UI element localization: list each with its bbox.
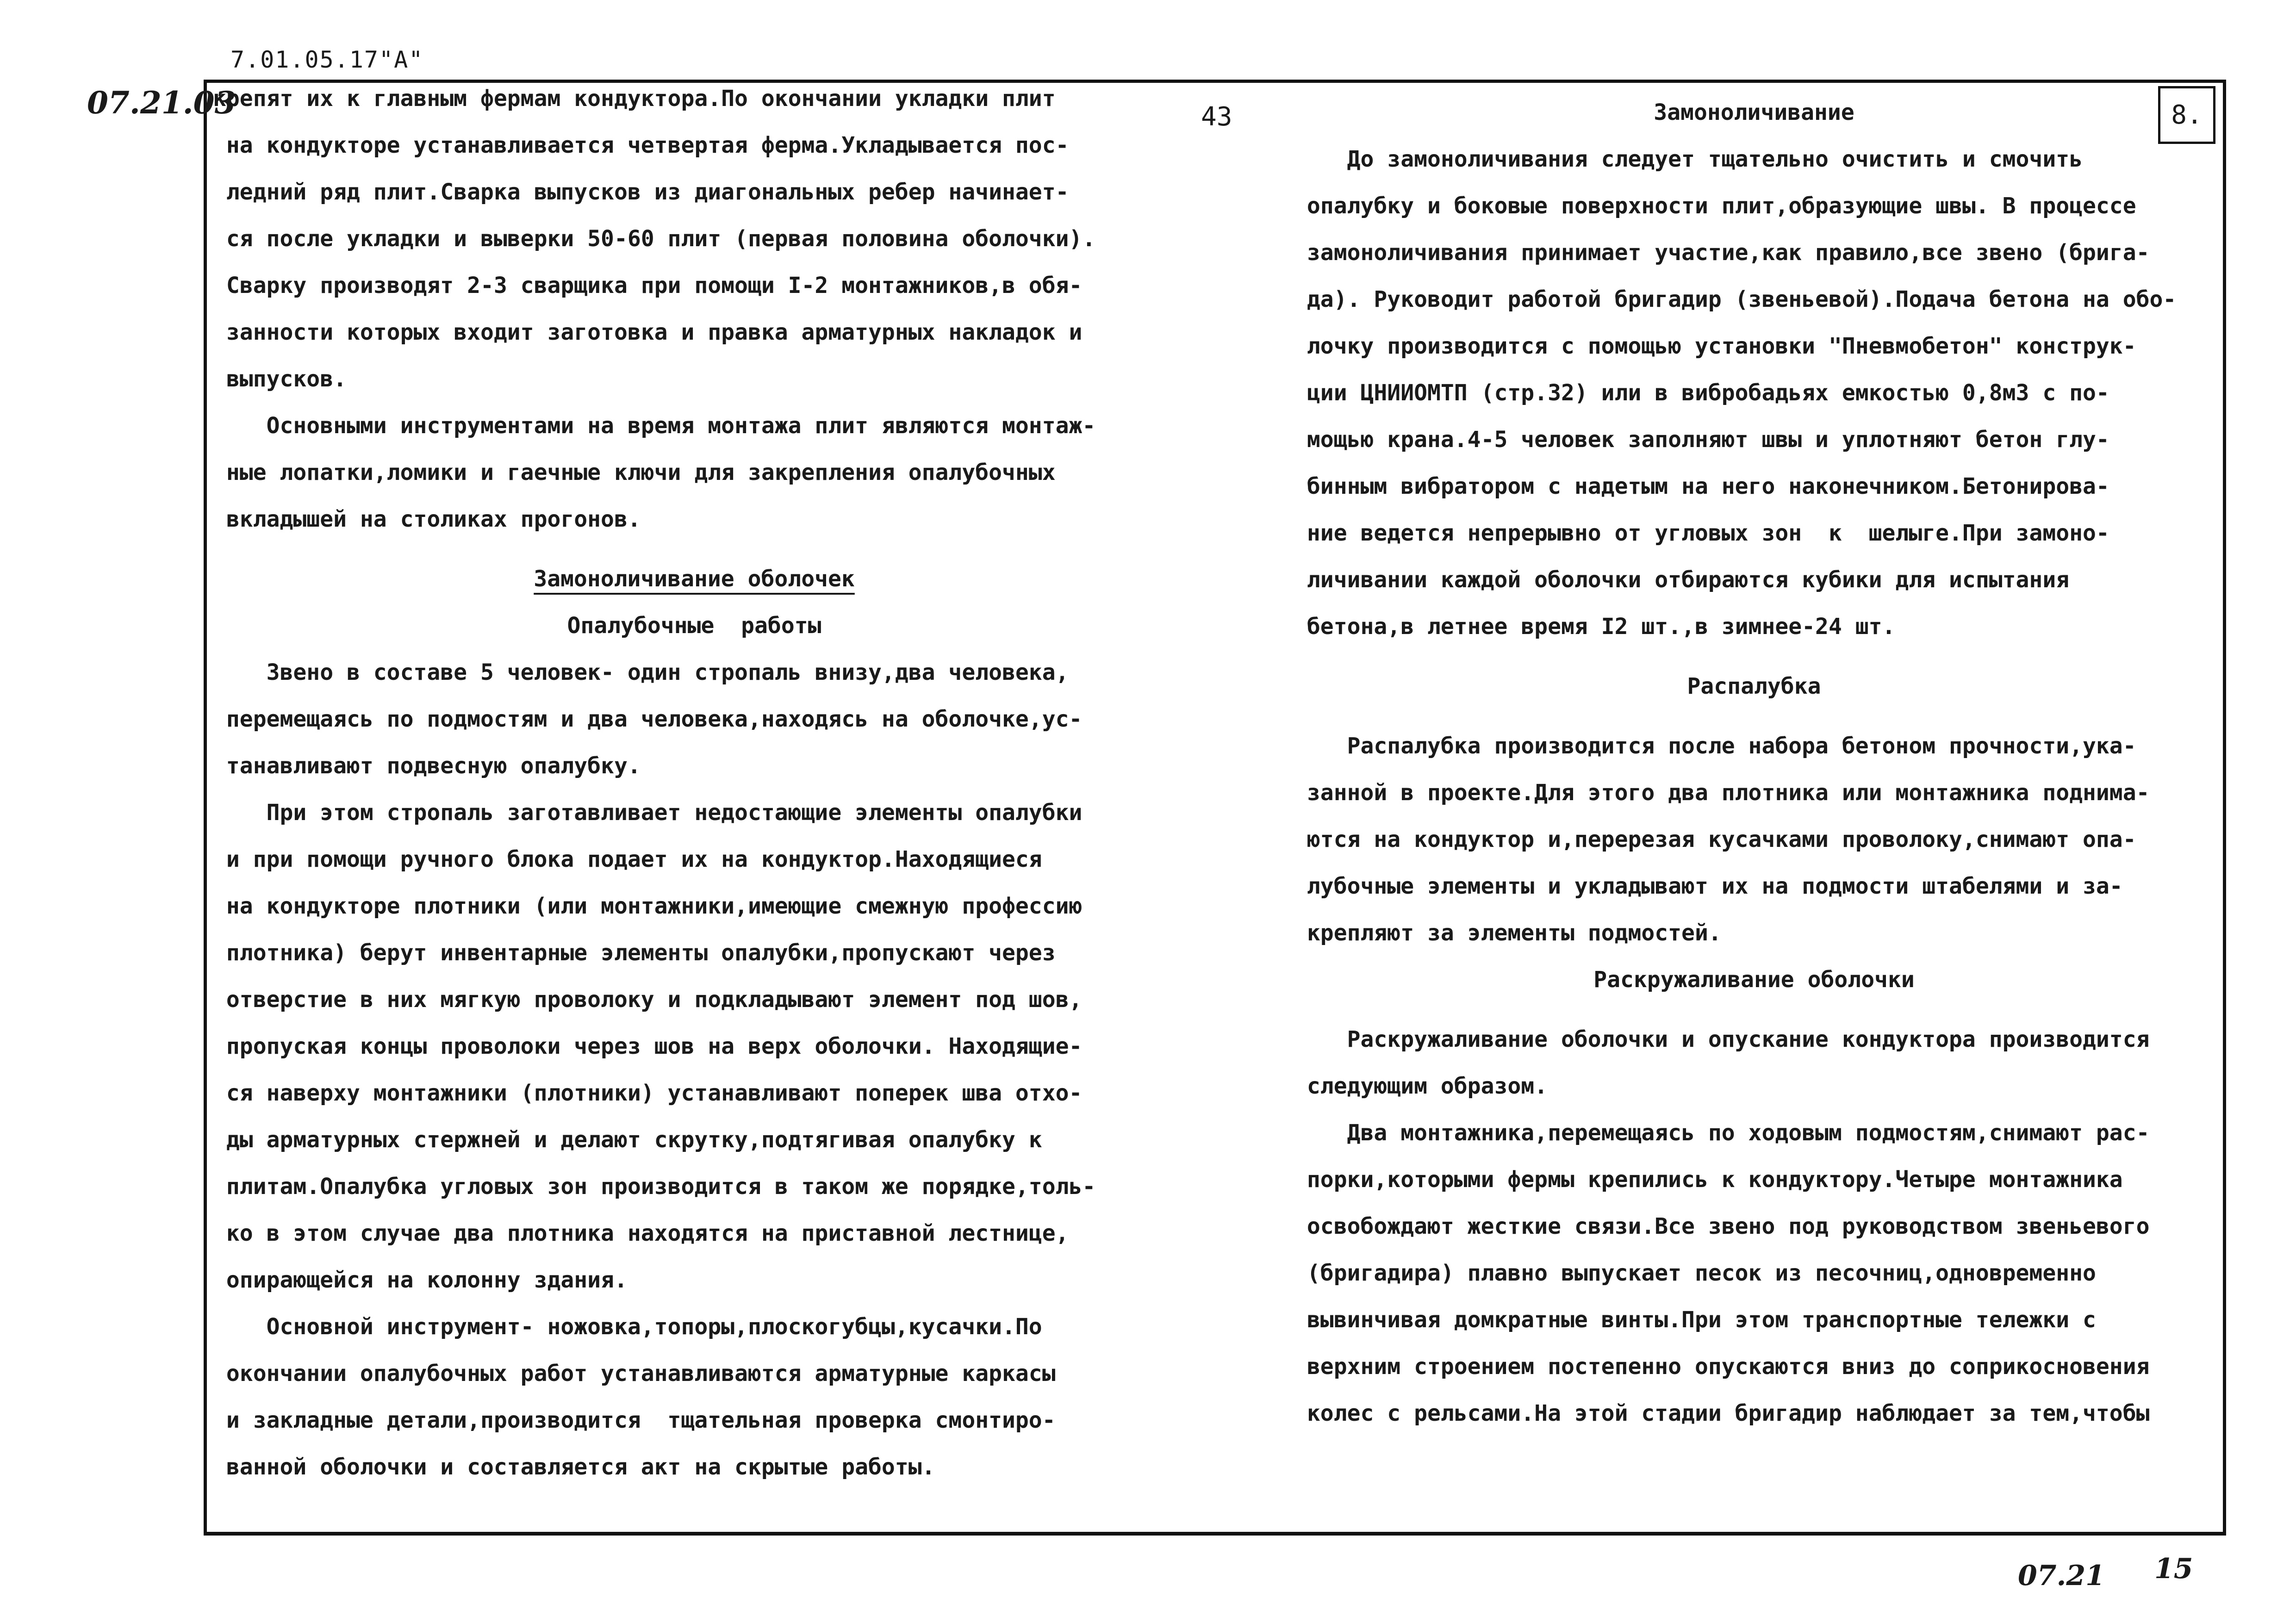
text-line: бетона,в летнее время I2 шт.,в зимнее-24 шт. (1294, 614, 1896, 640)
text-line: До замоноличивания следует тщательно очистить и смочить (1294, 146, 2083, 172)
text-line: перемещаясь по подмостям и два человека,находясь на оболочке,ус- (213, 706, 1083, 732)
right-heading-1: Замоноличивание (1654, 99, 1854, 125)
text-line: отверстие в них мягкую проволоку и подкладывают элемент под шов, (213, 987, 1083, 1013)
left-heading-1-text: Замоноличивание оболочек (534, 566, 855, 592)
text-line: Звено в составе 5 человек- один стропаль внизу,два человека, (213, 659, 1069, 685)
text-line: танавливают подвесную опалубку. (213, 753, 641, 779)
left-column (213, 75, 1176, 1491)
footer-number: 15 (2154, 1553, 2193, 1585)
text-line: Основной инструмент- ножовка,топоры,плоскогубцы,кусачки.По (213, 1314, 1042, 1340)
left-heading-2: Опалубочные работы (567, 613, 821, 639)
text-line: (бригадира) плавно выпускает песок из песочниц,одновременно (1294, 1260, 2096, 1286)
margin-code: 07.21.03 (87, 85, 236, 121)
text-line: занности которых входит заготовка и правка арматурных накладок и (213, 319, 1083, 345)
text-line: ко в этом случае два плотника находятся на приставной лестнице, (213, 1220, 1069, 1246)
text-line: личивании каждой оболочки отбираются кубики для испытания (1294, 567, 2070, 593)
text-line: на кондукторе устанавливается четвертая ферма.Укладывается пос- (213, 132, 1069, 158)
text-line: плитам.Опалубка угловых зон производится в таком же порядке,толь- (213, 1174, 1096, 1200)
text-line: да). Руководит работой бригадир (звеньевой).Подача бетона на обо- (1294, 286, 2177, 312)
text-line: колес с рельсами.На этой стадии бригадир наблюдает за тем,чтобы (1294, 1400, 2150, 1426)
text-line: опалубку и боковые поверхности плит,образующие швы. В процессе (1294, 193, 2136, 219)
text-line: освобождают жесткие связи.Все звено под руководством звеньевого (1294, 1213, 2150, 1239)
text-line: ся наверху монтажники (плотники) устанавливают поперек шва отхо- (213, 1080, 1083, 1106)
text-line: Сварку производят 2-3 сварщика при помощи I-2 монтажников,в обя- (213, 273, 1083, 298)
right-heading-2: Распалубка (1687, 673, 1821, 699)
text-line: крепляют за элементы подмостей. (1294, 920, 1722, 946)
text-line: ледний ряд плит.Сварка выпусков из диагональных ребер начинает- (213, 179, 1069, 205)
text-line: опирающейся на колонну здания. (213, 1267, 628, 1293)
right-text-block-2 (1294, 723, 2215, 957)
text-line: порки,которыми фермы крепились к кондуктору.Четыре монтажника (1294, 1167, 2123, 1193)
text-line: лочку производится с помощью установки "Пневмобетон" конструк- (1294, 333, 2136, 359)
text-line: пропуская концы проволоки через шов на верх оболочки. Находящие- (213, 1033, 1083, 1059)
document-code: 7.01.05.17"А" (230, 46, 424, 73)
left-text-block-1 (213, 75, 1176, 543)
text-line: мощью крана.4-5 человек заполняют швы и уплотняют бетон глу- (1294, 427, 2109, 453)
text-line: окончании опалубочных работ устанавливаются арматурные каркасы (213, 1361, 1056, 1387)
left-heading-1 (213, 556, 1176, 603)
text-line: занной в проекте.Для этого два плотника или монтажника поднима- (1294, 780, 2150, 806)
page-number: 43 (1201, 102, 1232, 132)
text-line: и при помощи ручного блока подает их на кондуктор.Находящиеся (213, 846, 1042, 872)
footer-code: 07.21 (2018, 1560, 2105, 1592)
text-line: ние ведется непрерывно от угловых зон к шелыге.При замоно- (1294, 520, 2109, 546)
text-line: лубочные элементы и укладывают их на подмости штабелями и за- (1294, 873, 2123, 899)
right-column (1294, 89, 2215, 1437)
text-line: ванной оболочки и составляется акт на скрытые работы. (213, 1454, 935, 1480)
right-text-block-3 (1294, 1016, 2215, 1437)
frame-bottom-border (204, 1532, 2226, 1536)
text-line: и закладные детали,производится тщательная проверка смонтиро- (213, 1407, 1056, 1433)
text-line: Раскружаливание оболочки и опускание кондуктора производится (1294, 1026, 2150, 1052)
frame-left-border (204, 80, 207, 1536)
text-line: Основными инструментами на время монтажа плит являются монтаж- (213, 413, 1096, 439)
text-line: бинным вибратором с надетым на него наконечником.Бетонирова- (1294, 473, 2109, 499)
text-line: следующим образом. (1294, 1073, 1548, 1099)
text-line: верхним строением постепенно опускаются вниз до соприкосновения (1294, 1354, 2150, 1380)
text-line: ные лопатки,ломики и гаечные ключи для закрепления опалубочных (213, 460, 1056, 485)
text-line: плотника) берут инвентарные элементы опалубки,пропускают через (213, 940, 1056, 966)
left-text-block-2 (213, 649, 1176, 1491)
right-heading-3: Раскружаливание оболочки (1593, 967, 1915, 993)
frame-right-border (2223, 80, 2226, 1536)
text-line: ды арматурных стержней и делают скрутку,подтягивая опалубку к (213, 1127, 1042, 1153)
text-line: ются на кондуктор и,перерезая кусачками проволоку,снимают опа- (1294, 827, 2136, 852)
sheet-number: 8. (2171, 100, 2203, 130)
text-line: замоноличивания принимает участие,как правило,все звено (брига- (1294, 240, 2150, 266)
text-line: вкладышей на столиках прогонов. (213, 506, 641, 532)
text-line: ся после укладки и выверки 50-60 плит (первая половина оболочки). (213, 226, 1096, 252)
text-line: вывинчивая домкратные винты.При этом транспортные тележки с (1294, 1307, 2096, 1333)
text-line: на кондукторе плотники (или монтажники,имеющие смежную профессию (213, 893, 1083, 919)
text-line: ции ЦНИИОМТП (стр.32) или в вибробадьях емкостью 0,8м3 с по- (1294, 380, 2109, 406)
text-line: При этом стропаль заготавливает недостающие элементы опалубки (213, 800, 1083, 826)
text-line: выпусков. (213, 366, 347, 392)
text-line: крепят их к главным фермам кондуктора.По окончании укладки плит (213, 86, 1056, 112)
right-text-block-1 (1294, 136, 2215, 650)
text-line: Распалубка производится после набора бетоном прочности,ука- (1294, 733, 2136, 759)
text-line: Два монтажника,перемещаясь по ходовым подмостям,снимают рас- (1294, 1120, 2150, 1146)
